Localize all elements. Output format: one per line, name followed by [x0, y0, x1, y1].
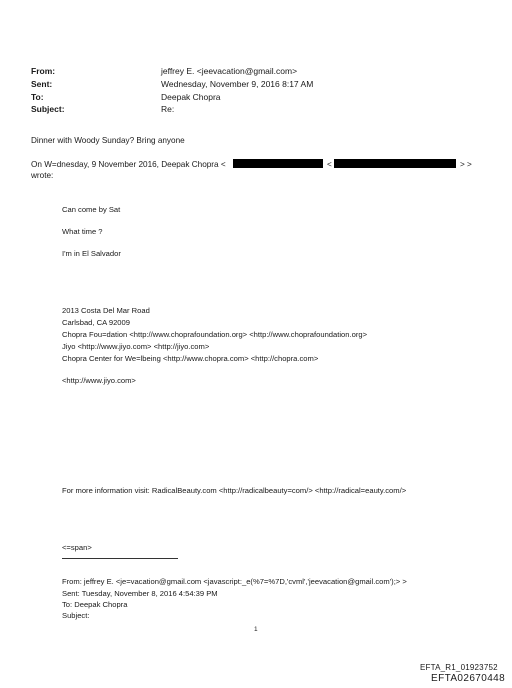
redaction-bar	[233, 159, 323, 168]
signature-line: 2013 Costa Del Mar Road	[62, 306, 150, 315]
separator-line	[62, 558, 178, 559]
signature-line: Chopra Center for We=lbeing <http://www.chopra.com> <http://chopra.com>	[62, 354, 319, 363]
fwd-from: From: jeffrey E. <je=vacation@gmail.com <javascript:_e(%7=%7D,'cvml','jeevacation@gmail.com');> >	[62, 577, 407, 586]
quote-wrote: wrote:	[31, 171, 54, 180]
page-number: 1	[254, 626, 258, 633]
quote-line: Can come by Sat	[62, 205, 121, 214]
fwd-subject: Subject:	[62, 611, 90, 620]
sent-value: Wednesday, November 9, 2016 8:17 AM	[161, 79, 314, 89]
signature-line: Carlsbad, CA 92009	[62, 318, 130, 327]
signature-line: <http://www.jiyo.com>	[62, 376, 136, 385]
fwd-to: To: Deepak Chopra	[62, 600, 128, 609]
span-tag-text: <=span>	[62, 543, 92, 552]
more-info-line: For more information visit: RadicalBeauty.com <http://radicalbeauty=com/> <http://radical=eauty.com/>	[62, 486, 407, 495]
signature-line: Chopra Fou=dation <http://www.choprafoundation.org> <http://www.choprafoundation.org>	[62, 330, 368, 339]
quote-intro-bracket: <	[327, 160, 332, 169]
sent-label: Sent:	[31, 79, 53, 89]
quote-line: I'm in El Salvador	[62, 249, 121, 258]
quote-intro: On W=dnesday, 9 November 2016, Deepak Chopra <	[31, 160, 226, 169]
redaction-bar	[334, 159, 456, 168]
to-value: Deepak Chopra	[161, 92, 221, 102]
to-label: To:	[31, 92, 44, 102]
subject-value: Re:	[161, 104, 175, 114]
subject-label: Subject:	[31, 104, 65, 114]
from-value: jeffrey E. <jeevacation@gmail.com>	[161, 66, 298, 76]
quote-line: What time ?	[62, 227, 103, 236]
message-text: Dinner with Woody Sunday? Bring anyone	[31, 136, 185, 145]
signature-line: Jiyo <http://www.jiyo.com> <http://jiyo.com>	[62, 342, 210, 351]
quote-intro-close: > >	[460, 160, 472, 169]
footer-id-primary: EFTA_R1_01923752	[420, 663, 498, 672]
footer-id-secondary: EFTA02670448	[431, 673, 506, 684]
fwd-sent: Sent: Tuesday, November 8, 2016 4:54:39 PM	[62, 589, 218, 598]
from-label: From:	[31, 66, 56, 76]
